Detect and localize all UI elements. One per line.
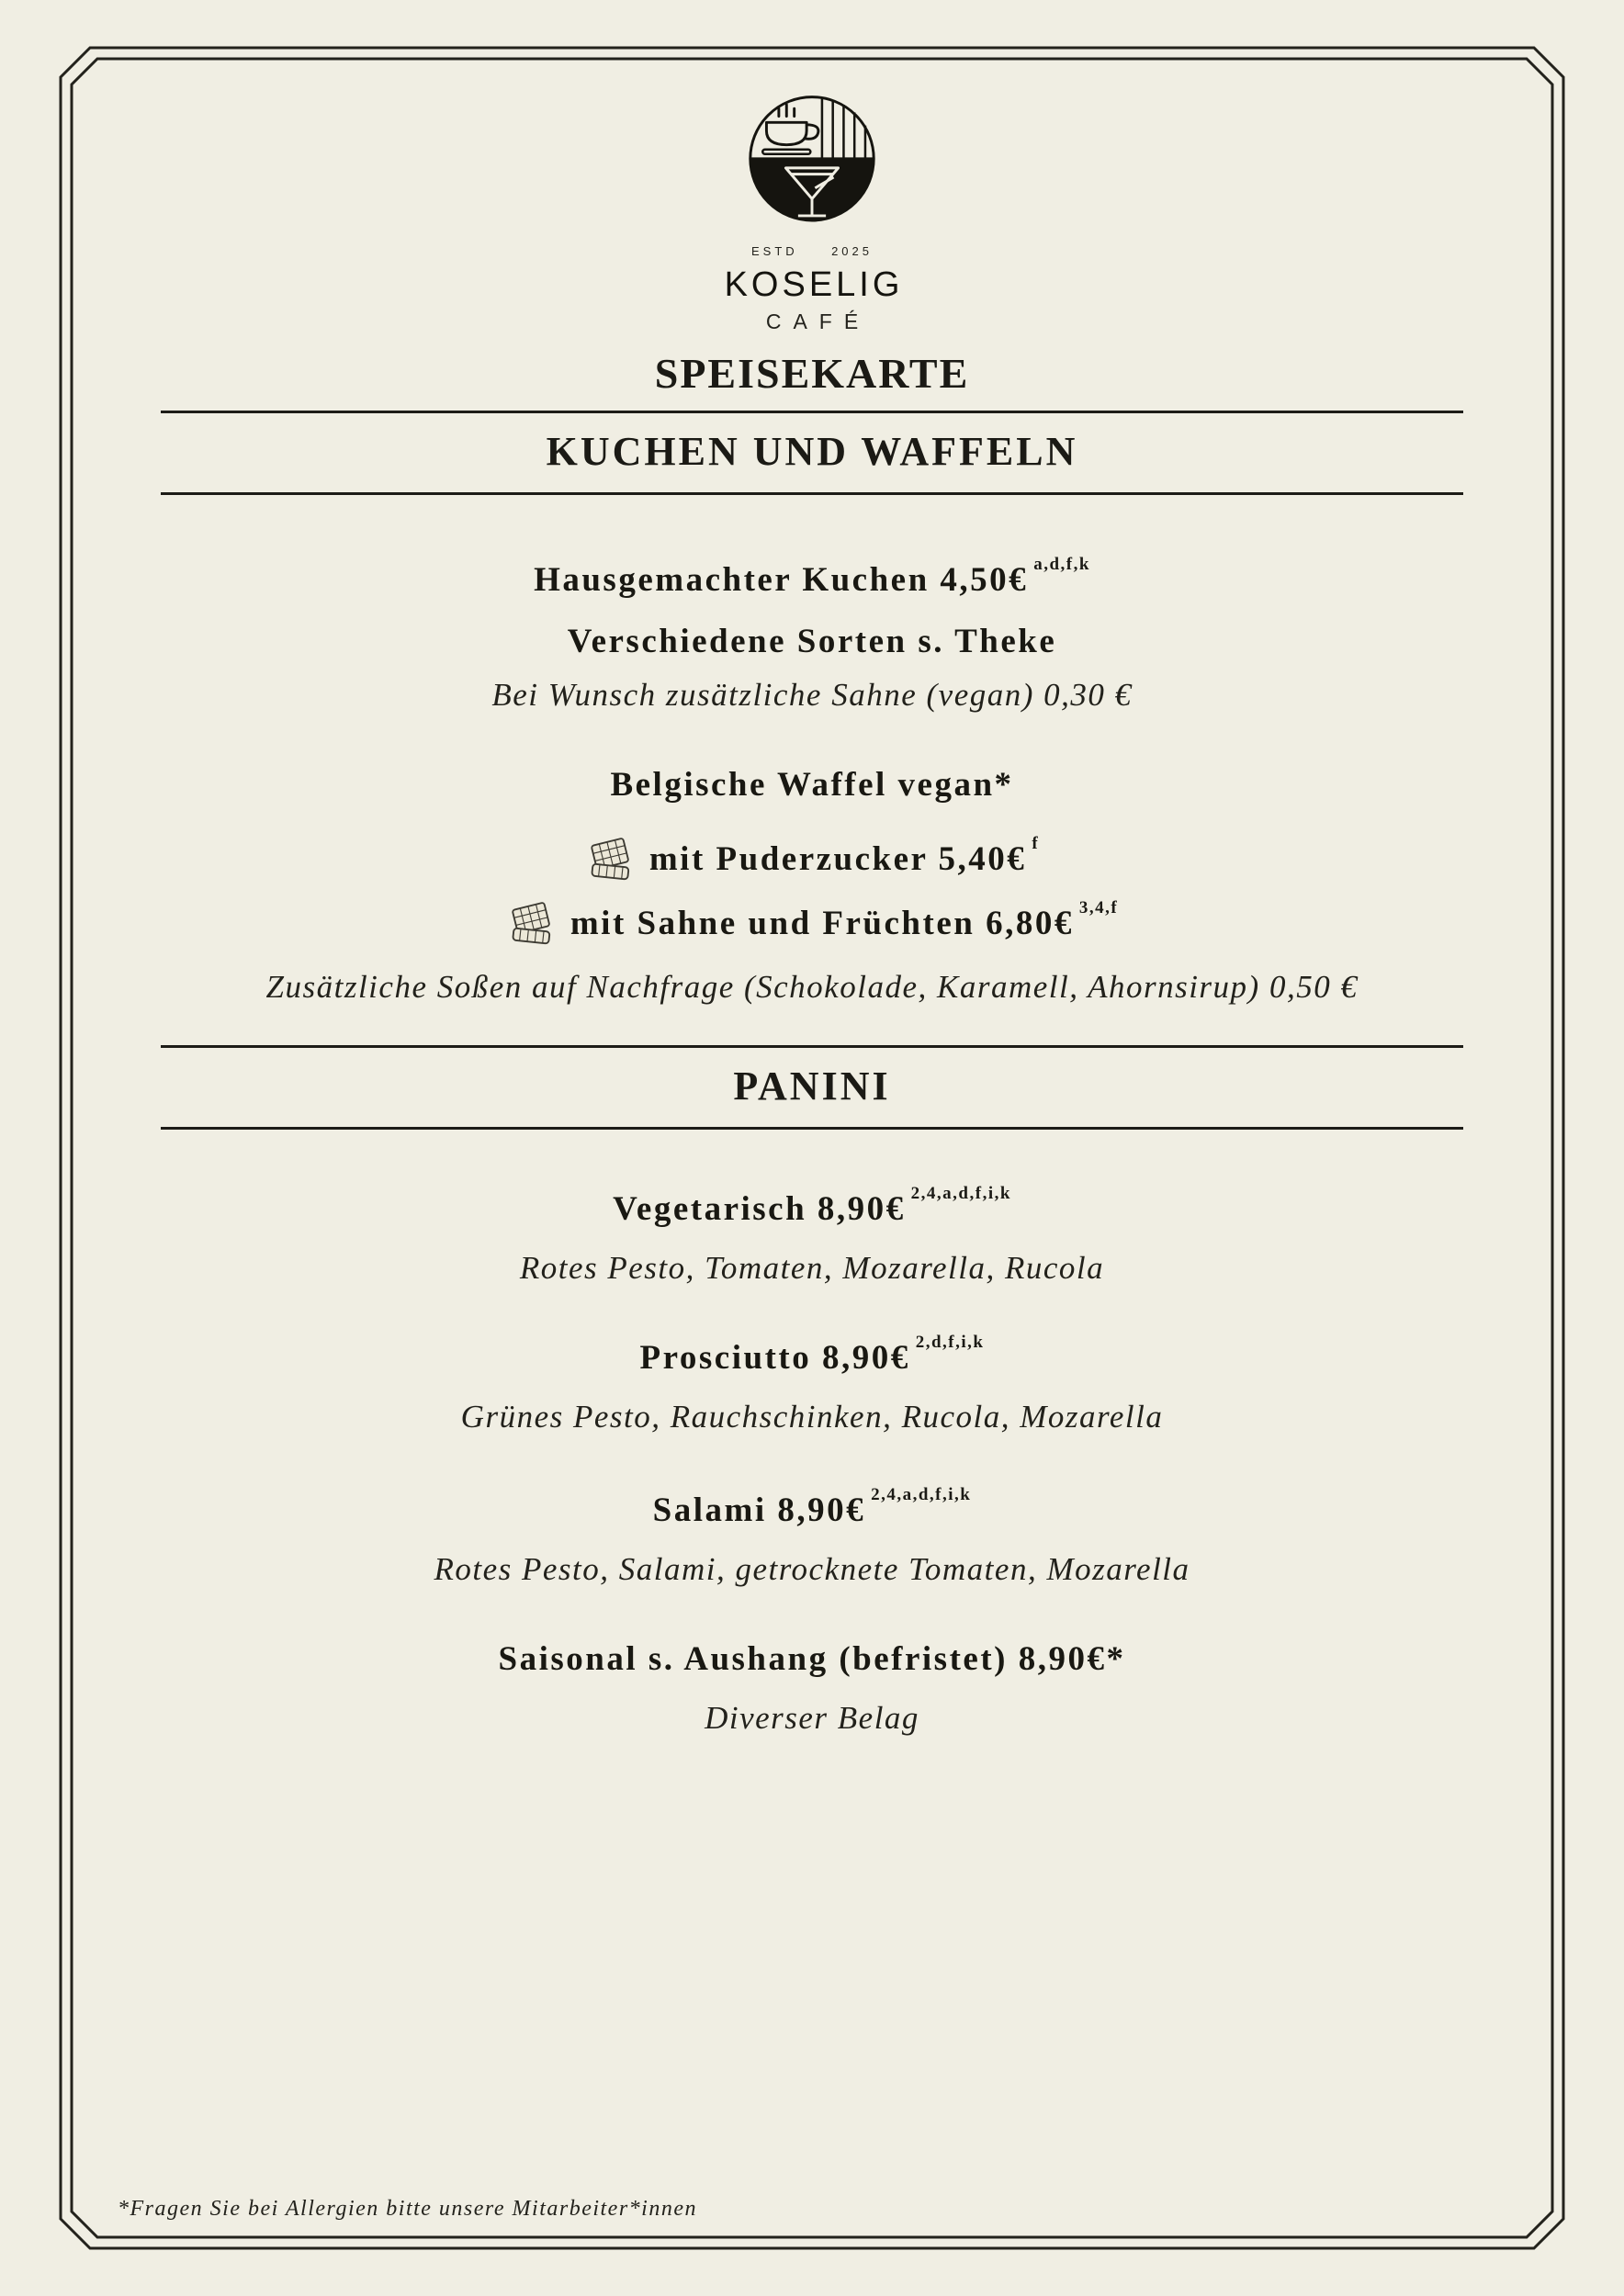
allergy-footnote: *Fragen Sie bei Allergien bitte unsere Mitarbeiter*innen	[118, 2197, 697, 2221]
menu-item-text: mit Sahne und Früchten 6,80€	[570, 904, 1074, 942]
logo-year-label: 2025	[831, 244, 873, 258]
menu-item	[652, 1485, 972, 1529]
menu-item-description: Zusätzliche Soßen auf Nachfrage (Schokolade, Karamell, Ahornsirup) 0,50 €	[265, 969, 1359, 1005]
menu-item	[499, 1642, 1126, 1676]
waffle-icon	[506, 900, 558, 950]
menu-item-text: Salami 8,90€	[652, 1491, 866, 1529]
menu-item	[568, 625, 1057, 658]
section-heading-panini: PANINI	[733, 1064, 891, 1109]
menu-item-text: Saisonal s. Aushang (befristet) 8,90€*	[498, 1640, 1126, 1678]
menu-item	[639, 1333, 985, 1377]
allergen-superscript: f	[1032, 833, 1040, 853]
menu-item-description: Rotes Pesto, Tomaten, Mozarella, Rucola	[519, 1250, 1105, 1286]
menu-item	[610, 768, 1013, 802]
logo-estd-label: ESTD	[751, 244, 798, 258]
cafe-logo	[721, 84, 904, 332]
logo-established-row	[751, 244, 873, 258]
allergen-superscript: a,d,f,k	[1033, 555, 1090, 574]
allergen-superscript: 2,d,f,i,k	[915, 1333, 985, 1352]
allergen-superscript: 2,4,a,d,f,i,k	[871, 1485, 972, 1504]
brand-name: KOSELIG	[724, 265, 904, 304]
menu-item-text: Vegetarisch 8,90€	[613, 1190, 906, 1228]
waffle-icon	[585, 836, 637, 885]
allergen-superscript: 3,4,f	[1078, 897, 1119, 917]
divider-rule	[161, 492, 1463, 495]
allergen-superscript: 2,4,a,d,f,i,k	[910, 1184, 1011, 1203]
menu-item-description: Bei Wunsch zusätzliche Sahne (vegan) 0,30 €	[491, 677, 1133, 713]
menu-item	[534, 555, 1090, 599]
page-title: SPEISEKARTE	[654, 350, 970, 397]
menu-item	[613, 1184, 1011, 1228]
menu-item-text: Prosciutto 8,90€	[639, 1339, 910, 1377]
menu-item-description: Diverser Belag	[705, 1700, 919, 1736]
menu-item-description: Rotes Pesto, Salami, getrocknete Tomaten, Mozarella	[434, 1551, 1190, 1587]
menu-item	[585, 833, 1039, 884]
menu-item-text: Hausgemachter Kuchen 4,50€	[534, 561, 1029, 599]
menu-item-text: mit Puderzucker 5,40€	[648, 839, 1027, 878]
menu-item-text: Verschiedene Sorten s. Theke	[567, 623, 1057, 660]
brand-subtitle: CAFÉ	[765, 310, 871, 333]
menu-item	[506, 897, 1118, 949]
divider-rule	[161, 411, 1463, 413]
divider-rule	[161, 1127, 1463, 1130]
divider-rule	[161, 1045, 1463, 1048]
menu-item-description: Grünes Pesto, Rauchschinken, Rucola, Mozarella	[460, 1399, 1164, 1435]
menu-item-text: Belgische Waffel vegan*	[610, 766, 1014, 804]
section-heading-kuchen: KUCHEN UND WAFFELN	[546, 429, 1078, 474]
coffee-martini-logo-icon	[735, 84, 889, 241]
